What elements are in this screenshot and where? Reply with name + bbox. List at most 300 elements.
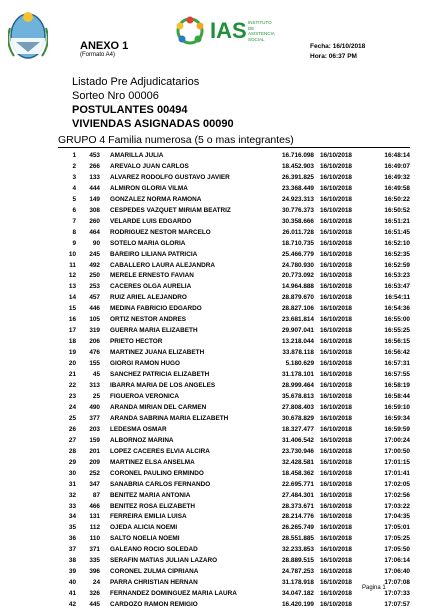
sorteo-time: 16:59:34 xyxy=(384,414,410,422)
postulante-name: VELARDE LUIS EDGARDO xyxy=(110,217,192,225)
postulante-id: 133 xyxy=(89,173,100,181)
postulante-id: 245 xyxy=(89,250,100,258)
postulante-name: AMARILLA JULIA xyxy=(110,152,164,159)
row-number: 13 xyxy=(68,283,76,291)
table-row xyxy=(62,491,410,502)
table-row xyxy=(62,173,410,184)
table-row xyxy=(62,282,410,293)
postulante-score: 16.420.199 xyxy=(282,601,314,609)
sorteo-date: 16/10/2018 xyxy=(320,568,352,576)
postulante-name: OJEDA ALICIA NOEMI xyxy=(110,524,178,532)
sorteo-time: 16:55:25 xyxy=(384,327,410,335)
sorteo-date: 16/10/2018 xyxy=(320,502,352,510)
sorteo-time: 16:51:45 xyxy=(384,228,410,236)
row-number: 31 xyxy=(68,480,76,488)
sorteo-time: 16:57:31 xyxy=(384,360,410,368)
postulante-id: 396 xyxy=(89,568,100,576)
postulante-id: 466 xyxy=(89,502,100,510)
sorteo-date: 16/10/2018 xyxy=(320,601,352,609)
row-number: 9 xyxy=(72,239,76,247)
table-row xyxy=(62,534,410,545)
sorteo-time: 17:01:15 xyxy=(384,458,410,466)
postulante-name: MERELE ERNESTO FAVIAN xyxy=(110,272,194,280)
row-number: 27 xyxy=(68,436,76,444)
row-number: 28 xyxy=(68,447,76,455)
postulante-name: MARTINEZ JUANA ELIZABETH xyxy=(110,349,205,357)
sorteo-date: 16/10/2018 xyxy=(320,250,352,258)
postulante-score: 28.373.671 xyxy=(282,502,314,510)
table-row xyxy=(62,359,410,370)
postulante-score: 31.406.542 xyxy=(282,436,314,444)
sorteo-time: 17:05:25 xyxy=(384,535,410,543)
sorteo-date: 16/10/2018 xyxy=(320,152,352,159)
postulante-score: 33.878.118 xyxy=(282,349,314,357)
postulante-id: 453 xyxy=(89,152,100,159)
sorteo-time: 17:06:40 xyxy=(384,568,410,576)
postulante-score: 18.710.735 xyxy=(282,239,314,247)
sorteo-time: 16:56:15 xyxy=(384,338,410,346)
table-row xyxy=(62,578,410,589)
postulante-score: 5.180.629 xyxy=(285,360,314,368)
sorteo-date: 16/10/2018 xyxy=(320,546,352,554)
sorteo-date: 16/10/2018 xyxy=(320,535,352,543)
sorteo-time: 16:49:07 xyxy=(384,162,410,170)
ias-logo-subtext: INSTITUTO DE ASISTENCIA SOCIAL xyxy=(248,20,275,42)
row-number: 26 xyxy=(68,425,76,433)
table-row xyxy=(62,228,410,239)
postulante-name: GIORGI RAMON HUGO xyxy=(110,360,180,368)
sorteo-date: 16/10/2018 xyxy=(320,327,352,335)
row-number: 7 xyxy=(72,217,76,225)
postulante-score: 28.214.776 xyxy=(282,513,314,521)
sorteo-time: 17:05:01 xyxy=(384,524,410,532)
row-number: 29 xyxy=(68,458,76,466)
postulante-name: MARTINEZ ELSA ANSELMA xyxy=(110,458,195,466)
postulante-name: FERNANDEZ DOMINGUEZ MARIA LAURA xyxy=(110,590,237,598)
sorteo-date: 16/10/2018 xyxy=(320,349,352,357)
row-number: 5 xyxy=(72,195,76,203)
postulante-score: 28.879.670 xyxy=(282,294,314,302)
table-row xyxy=(62,589,410,600)
postulante-score: 14.964.888 xyxy=(282,283,314,291)
postulante-name: AREVALO JUAN CARLOS xyxy=(110,162,189,170)
postulante-id: 253 xyxy=(89,283,100,291)
postulante-id: 24 xyxy=(92,579,100,587)
row-number: 15 xyxy=(68,305,76,313)
postulante-score: 28.551.885 xyxy=(282,535,314,543)
postulante-name: SANCHEZ PATRICIA ELIZABETH xyxy=(110,371,210,379)
postulante-name: LEDESMA OSMAR xyxy=(110,425,167,433)
sorteo-time: 17:06:14 xyxy=(384,557,410,565)
table-row xyxy=(62,315,410,326)
row-number: 3 xyxy=(72,173,76,181)
table-row xyxy=(62,447,410,458)
row-number: 39 xyxy=(68,568,76,576)
postulantes-title: POSTULANTES 00494 xyxy=(72,104,188,116)
postulante-name: PARRA CHRISTIAN HERNAN xyxy=(110,579,198,587)
sorteo-time: 16:52:59 xyxy=(384,261,410,269)
sorteo-time: 16:50:22 xyxy=(384,195,410,203)
sorteo-time: 16:58:19 xyxy=(384,382,410,390)
sorteo-date: 16/10/2018 xyxy=(320,195,352,203)
table-row xyxy=(62,512,410,523)
sorteo-date: 16/10/2018 xyxy=(320,436,352,444)
row-number: 4 xyxy=(72,184,76,192)
sorteo-time: 16:50:52 xyxy=(384,206,410,214)
postulante-name: PRIETO HECTOR xyxy=(110,338,163,346)
table-row xyxy=(62,271,410,282)
postulante-score: 28.827.106 xyxy=(282,305,314,313)
table-row xyxy=(62,195,410,206)
grupo-heading: GRUPO 4 Familia numerosa (5 o mas integrantes) xyxy=(58,134,294,146)
postulante-id: 87 xyxy=(92,491,100,499)
sorteo-date: 16/10/2018 xyxy=(320,239,352,247)
postulante-score: 18.327.477 xyxy=(282,425,314,433)
table-row xyxy=(62,414,410,425)
sorteo-time: 17:07:57 xyxy=(384,601,410,609)
postulante-name: ARANDA MIRIAN DEL CARMEN xyxy=(110,403,207,411)
sorteo-date: 16/10/2018 xyxy=(320,228,352,236)
sorteo-time: 17:00:24 xyxy=(384,436,410,444)
sorteo-date: 16/10/2018 xyxy=(320,272,352,280)
postulante-score: 27.808.403 xyxy=(282,403,314,411)
postulante-name: SALTO NOELIA NOEMI xyxy=(110,535,180,543)
table-row xyxy=(62,458,410,469)
postulante-score: 20.773.092 xyxy=(282,272,314,280)
postulante-id: 319 xyxy=(89,327,100,335)
postulante-name: CACERES OLGA AURELIA xyxy=(110,283,192,291)
postulante-id: 457 xyxy=(89,294,100,302)
postulante-score: 26.265.749 xyxy=(282,524,314,532)
sorteo-time: 16:59:10 xyxy=(384,403,410,411)
postulante-name: SOTELO MARIA GLORIA xyxy=(110,239,186,247)
sorteo-time: 16:49:32 xyxy=(384,173,410,181)
postulante-score: 31.178.918 xyxy=(282,579,314,587)
postulante-name: MEDINA FABRICIO EDGARDO xyxy=(110,305,202,313)
row-number: 14 xyxy=(68,294,76,302)
postulante-score: 26.011.728 xyxy=(282,228,314,236)
postulante-score: 30.678.829 xyxy=(282,414,314,422)
sorteo-time: 16:56:42 xyxy=(384,349,410,357)
sorteo-time: 16:51:21 xyxy=(384,217,410,225)
postulante-id: 326 xyxy=(89,590,100,598)
postulante-score: 13.218.044 xyxy=(282,338,314,346)
sorteo-date: 16/10/2018 xyxy=(320,382,352,390)
sorteo-date: 16/10/2018 xyxy=(320,305,352,313)
postulante-name: ALBORNOZ MARINA xyxy=(110,436,174,444)
row-number: 37 xyxy=(68,546,76,554)
postulante-score: 18.452.903 xyxy=(282,162,314,170)
sorteo-date: 16/10/2018 xyxy=(320,206,352,214)
postulante-score: 24.787.253 xyxy=(282,568,314,576)
table-row xyxy=(62,337,410,348)
adjudicatarios-table xyxy=(62,151,410,611)
postulante-name: ARANDA SABRINA MARIA ELIZABETH xyxy=(110,414,229,422)
table-row xyxy=(62,545,410,556)
anexo-label: ANEXO 1 xyxy=(80,40,129,52)
postulante-score: 32.233.853 xyxy=(282,546,314,554)
postulante-name: CABALLERO LAURA ALEJANDRA xyxy=(110,261,215,269)
postulante-id: 159 xyxy=(89,436,100,444)
row-number: 35 xyxy=(68,524,76,532)
table-row xyxy=(62,556,410,567)
sorteo-time: 17:07:33 xyxy=(384,590,410,598)
table-row xyxy=(62,206,410,217)
postulante-name: RUIZ ARIEL ALEJANDRO xyxy=(110,294,187,302)
sorteo-date: 16/10/2018 xyxy=(320,469,352,477)
sorteo-date: 16/10/2018 xyxy=(320,524,352,532)
sorteo-date: 16/10/2018 xyxy=(320,360,352,368)
postulante-id: 444 xyxy=(89,184,100,192)
table-row xyxy=(62,304,410,315)
row-number: 12 xyxy=(68,272,76,280)
table-row xyxy=(62,261,410,272)
sorteo-time: 16:53:23 xyxy=(384,272,410,280)
row-number: 18 xyxy=(68,338,76,346)
sorteo-date: 16/10/2018 xyxy=(320,425,352,433)
postulante-name: ALMIRON GLORIA VILMA xyxy=(110,184,188,192)
postulante-name: FERREIRA EMILIA LUISA xyxy=(110,513,187,521)
postulante-id: 201 xyxy=(89,447,100,455)
row-number: 24 xyxy=(68,403,76,411)
sorteo-date: 16/10/2018 xyxy=(320,590,352,598)
sorteo-time: 17:02:05 xyxy=(384,480,410,488)
postulante-score: 30.776.373 xyxy=(282,206,314,214)
postulante-id: 250 xyxy=(89,272,100,280)
postulante-score: 26.391.825 xyxy=(282,173,314,181)
postulante-name: SERAFIN MATIAS JULIAN LAZARO xyxy=(110,557,218,565)
sorteo-time: 16:52:35 xyxy=(384,250,410,258)
postulante-id: 377 xyxy=(89,414,100,422)
table-row xyxy=(62,469,410,480)
postulante-id: 308 xyxy=(89,206,100,214)
postulante-name: BENITEZ ROSA ELIZABETH xyxy=(110,502,195,510)
postulante-id: 209 xyxy=(89,458,100,466)
postulante-score: 30.358.666 xyxy=(282,217,314,225)
postulante-score: 28.999.464 xyxy=(282,382,314,390)
row-number: 17 xyxy=(68,327,76,335)
postulante-name: ORTIZ NESTOR ANDRES xyxy=(110,316,186,324)
postulante-id: 371 xyxy=(89,546,100,554)
sorteo-time: 17:02:56 xyxy=(384,491,410,499)
sorteo-date: 16/10/2018 xyxy=(320,173,352,181)
postulante-name: GUERRA MARIA ELIZABETH xyxy=(110,327,198,335)
postulante-id: 203 xyxy=(89,425,100,433)
table-row xyxy=(62,162,410,173)
sorteo-time: 17:01:41 xyxy=(384,469,410,477)
sorteo-time: 16:49:58 xyxy=(384,184,410,192)
sorteo-date: 16/10/2018 xyxy=(320,513,352,521)
sorteo-date: 16/10/2018 xyxy=(320,557,352,565)
postulante-score: 31.178.101 xyxy=(282,371,314,379)
row-number: 32 xyxy=(68,491,76,499)
postulante-score: 27.484.301 xyxy=(282,491,314,499)
sorteo-date: 16/10/2018 xyxy=(320,184,352,192)
table-row xyxy=(62,326,410,337)
table-row xyxy=(62,480,410,491)
postulante-name: IBARRA MARIA DE LOS ANGELES xyxy=(110,382,216,390)
table-row xyxy=(62,436,410,447)
sorteo-date: 16/10/2018 xyxy=(320,371,352,379)
sorteo-date: 16/10/2018 xyxy=(320,162,352,170)
postulante-id: 476 xyxy=(89,349,100,357)
postulante-id: 105 xyxy=(89,316,100,324)
row-number: 19 xyxy=(68,349,76,357)
row-number: 2 xyxy=(72,162,76,170)
sorteo-date: 16/10/2018 xyxy=(320,316,352,324)
postulante-score: 29.907.041 xyxy=(282,327,314,335)
page-number: Pagina 1 xyxy=(362,585,386,591)
table-row xyxy=(62,425,410,436)
hora-label: Hora: 06:37 PM xyxy=(310,53,357,60)
ias-emblem-icon xyxy=(170,14,210,48)
sorteo-date: 16/10/2018 xyxy=(320,261,352,269)
sorteo-date: 16/10/2018 xyxy=(320,480,352,488)
sorteo-time: 16:59:59 xyxy=(384,425,410,433)
postulante-id: 266 xyxy=(89,162,100,170)
ias-logo-text: IAS xyxy=(210,18,247,43)
postulante-id: 445 xyxy=(89,601,100,609)
postulante-id: 252 xyxy=(89,469,100,477)
sorteo-time: 17:03:22 xyxy=(384,502,410,510)
sorteo-date: 16/10/2018 xyxy=(320,294,352,302)
listado-title: Listado Pre Adjudicatarios xyxy=(72,76,200,88)
postulante-name: BAREIRO LILIANA PATRICIA xyxy=(110,250,198,258)
sorteo-date: 16/10/2018 xyxy=(320,579,352,587)
table-row xyxy=(62,392,410,403)
province-shield-logo xyxy=(8,8,48,60)
sorteo-date: 16/10/2018 xyxy=(320,392,352,400)
postulante-id: 347 xyxy=(89,480,100,488)
row-number: 10 xyxy=(68,250,76,258)
postulante-id: 45 xyxy=(92,371,100,379)
row-number: 34 xyxy=(68,513,76,521)
table-row xyxy=(62,217,410,228)
postulante-score: 24.780.930 xyxy=(282,261,314,269)
postulante-name: GALEANO ROCIO SOLEDAD xyxy=(110,546,198,554)
postulante-score: 24.923.313 xyxy=(282,195,314,203)
postulante-id: 335 xyxy=(89,557,100,565)
row-number: 40 xyxy=(68,579,76,587)
sorteo-date: 16/10/2018 xyxy=(320,414,352,422)
sorteo-time: 17:07:08 xyxy=(384,579,410,587)
postulante-name: ALVAREZ RODOLFO GUSTAVO JAVIER xyxy=(110,173,230,181)
sorteo-date: 16/10/2018 xyxy=(320,458,352,466)
table-row xyxy=(62,239,410,250)
fecha-label: Fecha: 16/10/2018 xyxy=(310,43,366,50)
table-row xyxy=(62,151,410,162)
sorteo-date: 16/10/2018 xyxy=(320,403,352,411)
row-number: 20 xyxy=(68,360,76,368)
sorteo-time: 17:05:50 xyxy=(384,546,410,554)
postulante-id: 260 xyxy=(89,217,100,225)
row-number: 23 xyxy=(68,392,76,400)
postulante-score: 18.458.362 xyxy=(282,469,314,477)
sorteo-time: 16:58:44 xyxy=(384,392,410,400)
row-number: 38 xyxy=(68,557,76,565)
sorteo-title: Sorteo Nro 00006 xyxy=(72,90,159,102)
sorteo-time: 16:52:10 xyxy=(384,239,410,247)
sorteo-time: 16:55:00 xyxy=(384,316,410,324)
table-row xyxy=(62,600,410,611)
ias-logo xyxy=(170,14,275,48)
row-number: 42 xyxy=(68,601,76,609)
report-titles xyxy=(72,75,234,131)
postulante-score: 23.730.946 xyxy=(282,447,314,455)
postulante-id: 112 xyxy=(89,524,100,532)
postulante-name: LOPEZ CACERES ELVIA ALCIRA xyxy=(110,447,210,455)
postulante-score: 22.695.771 xyxy=(282,480,314,488)
row-number: 30 xyxy=(68,469,76,477)
postulante-id: 490 xyxy=(89,403,100,411)
row-number: 41 xyxy=(68,590,76,598)
formato-label: (Formato A4) xyxy=(80,52,116,58)
sorteo-time: 16:53:47 xyxy=(384,283,410,291)
postulante-id: 25 xyxy=(92,392,100,400)
postulante-id: 464 xyxy=(89,228,100,236)
sorteo-time: 16:57:55 xyxy=(384,371,410,379)
sorteo-time: 16:54:11 xyxy=(384,294,410,302)
postulante-score: 34.047.182 xyxy=(282,590,314,598)
row-number: 8 xyxy=(72,228,76,236)
table-row xyxy=(62,403,410,414)
row-number: 25 xyxy=(68,414,76,422)
sorteo-date: 16/10/2018 xyxy=(320,338,352,346)
sorteo-date: 16/10/2018 xyxy=(320,283,352,291)
row-number: 11 xyxy=(69,261,76,269)
postulante-id: 492 xyxy=(89,261,100,269)
table-row xyxy=(62,348,410,359)
postulante-score: 25.466.779 xyxy=(282,250,314,258)
sorteo-time: 17:00:50 xyxy=(384,447,410,455)
postulante-name: FIGUEROA VERONICA xyxy=(110,392,179,400)
postulante-score: 35.678.813 xyxy=(282,392,314,400)
row-number: 1 xyxy=(72,152,76,159)
viviendas-title: VIVIENDAS ASIGNADAS 00090 xyxy=(72,118,234,130)
postulante-id: 110 xyxy=(89,535,100,543)
table-row xyxy=(62,250,410,261)
sorteo-date: 16/10/2018 xyxy=(320,491,352,499)
postulante-id: 313 xyxy=(89,382,100,390)
postulante-score: 32.428.581 xyxy=(282,458,314,466)
postulante-score: 16.716.098 xyxy=(282,152,314,159)
postulante-id: 131 xyxy=(89,513,100,521)
postulante-name: SANABRIA CARLOS FERNANDO xyxy=(110,480,211,488)
table-row xyxy=(62,567,410,578)
sorteo-time: 16:54:36 xyxy=(384,305,410,313)
postulante-score: 23.681.814 xyxy=(282,316,314,324)
postulante-name: GONZALEZ NORMA RAMONA xyxy=(110,195,202,203)
header-datetime xyxy=(310,42,365,62)
postulante-score: 23.368.449 xyxy=(282,184,314,192)
divider xyxy=(58,147,410,148)
sorteo-date: 16/10/2018 xyxy=(320,447,352,455)
postulante-id: 446 xyxy=(89,305,100,313)
row-number: 16 xyxy=(68,316,76,324)
sorteo-time: 16:48:14 xyxy=(384,152,410,159)
table-row xyxy=(62,293,410,304)
row-number: 33 xyxy=(68,502,76,510)
postulante-name: BENITEZ MARIA ANTONIA xyxy=(110,491,191,499)
table-row xyxy=(62,184,410,195)
postulante-id: 206 xyxy=(89,338,100,346)
postulante-name: CARDOZO RAMON REMIGIO xyxy=(110,601,198,609)
postulante-score: 28.889.515 xyxy=(282,557,314,565)
row-number: 36 xyxy=(68,535,76,543)
postulante-name: CORONEL ZULMA CIPRIANA xyxy=(110,568,199,576)
postulante-name: CESPEDES VAZQUET MIRIAM BEATRIZ xyxy=(110,206,231,214)
sorteo-time: 17:04:35 xyxy=(384,513,410,521)
